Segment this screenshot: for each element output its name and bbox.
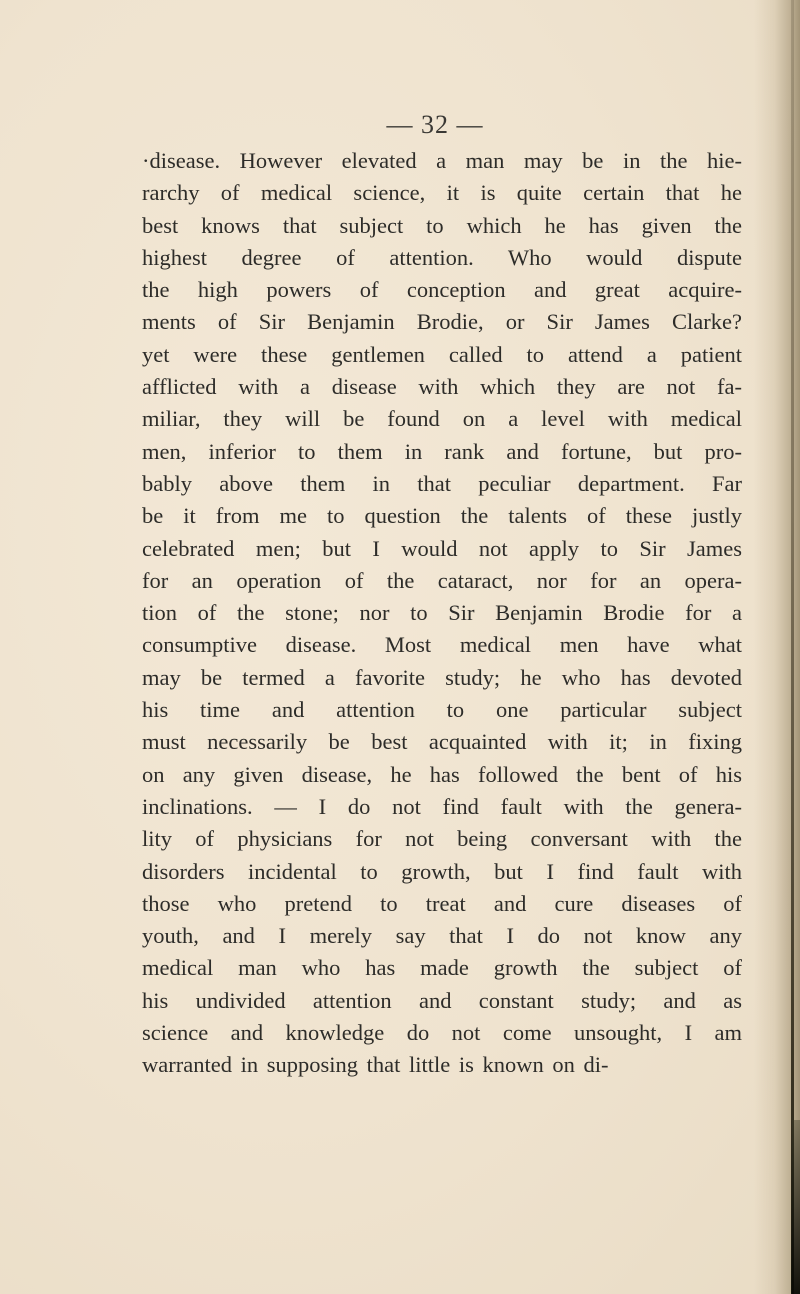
text-line: his undivided attention and constant study; and as — [142, 987, 742, 1013]
text-line: afflicted with a disease with which they are not fa- — [142, 374, 742, 400]
text-line: the high powers of conception and great acquire- — [142, 277, 742, 303]
spine-binding — [792, 1120, 800, 1294]
text-line: consumptive disease. Most medical men have what — [142, 632, 742, 658]
text-line: best knows that subject to which he has given the — [142, 212, 742, 238]
text-line: on any given disease, he has followed the bent of his — [142, 761, 742, 787]
text-line: warranted in supposing that little is known on di- — [142, 1052, 609, 1078]
text-line: must necessarily be best acquainted with it; in fixing — [142, 729, 742, 755]
text-line: bably above them in that peculiar department. Far — [142, 470, 742, 496]
text-line: miliar, they will be found on a level with medical — [142, 406, 742, 432]
text-line: youth, and I merely say that I do not know any — [142, 923, 742, 949]
text-line: lity of physicians for not being conversant with the — [142, 826, 742, 852]
text-line: highest degree of attention. Who would dispute — [142, 244, 742, 270]
text-line: be it from me to question the talents of these justly — [142, 503, 742, 529]
body-text — [142, 145, 742, 1082]
text-line: celebrated men; but I would not apply to Sir James — [142, 535, 742, 561]
text-line: his time and attention to one particular subject — [142, 697, 742, 723]
text-line: yet were these gentlemen called to attend a patient — [142, 341, 742, 367]
text-line: those who pretend to treat and cure diseases of — [142, 890, 742, 916]
text-line: disorders incidental to growth, but I find fault with — [142, 858, 742, 884]
text-line: science and knowledge do not come unsought, I am — [142, 1020, 742, 1046]
text-line: may be termed a favorite study; he who has devoted — [142, 664, 742, 690]
text-line: ments of Sir Benjamin Brodie, or Sir James Clarke? — [142, 309, 742, 335]
page-number: — 32 — — [386, 110, 484, 139]
text-line: inclinations. — I do not find fault with the genera- — [142, 793, 742, 819]
spine-edge — [791, 0, 794, 1294]
text-line: tion of the stone; nor to Sir Benjamin Brodie for a — [142, 600, 742, 626]
text-line: rarchy of medical science, it is quite certain that he — [142, 180, 742, 206]
text-line: ·disease. However elevated a man may be in the hie- — [142, 148, 742, 173]
text-line: men, inferior to them in rank and fortune, but pro- — [142, 438, 742, 464]
text-line: for an operation of the cataract, nor for an opera- — [142, 567, 742, 593]
text-line: medical man who has made growth the subject of — [142, 955, 742, 981]
